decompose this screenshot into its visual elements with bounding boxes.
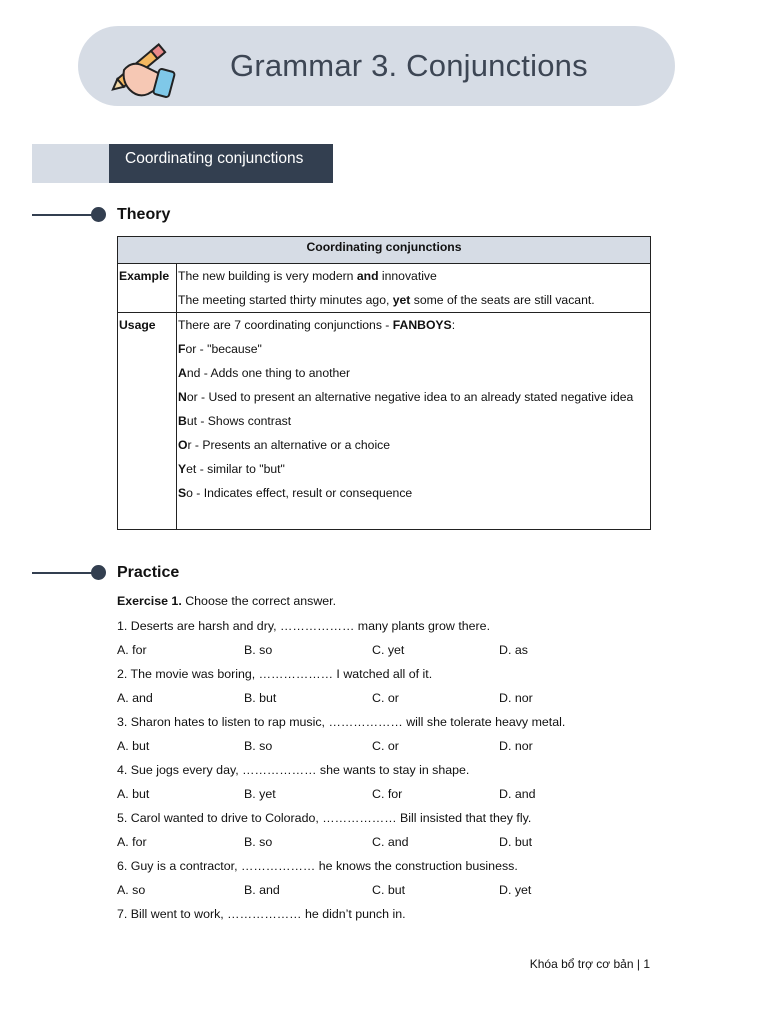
theory-bullet-line <box>32 214 94 216</box>
answer-option-d[interactable]: D. nor <box>499 739 533 753</box>
answer-option-c[interactable]: C. but <box>372 883 406 897</box>
fanboys-item: But - Shows contrast <box>178 414 292 428</box>
fanboys-item: And - Adds one thing to another <box>178 366 351 380</box>
theory-table <box>117 236 651 530</box>
exercise-title: Exercise 1. Choose the correct answer. <box>117 594 337 608</box>
usage-cell <box>177 313 651 530</box>
answer-option-a[interactable]: A. and <box>117 691 153 705</box>
question-text: 3. Sharon hates to listen to rap music, ……………… will she tolerate heavy metal. <box>117 715 566 729</box>
header-banner <box>78 26 675 106</box>
answer-options <box>117 783 677 807</box>
answer-option-a[interactable]: A. for <box>117 643 147 657</box>
answer-options <box>117 879 677 903</box>
question-text: 1. Deserts are harsh and dry, ……………… many plants grow there. <box>117 619 491 633</box>
example-sentence: The meeting started thirty minutes ago, yet some of the seats are still vacant. <box>178 293 595 307</box>
answer-options <box>117 831 677 855</box>
question-text: 6. Guy is a contractor, ……………… he knows the construction business. <box>117 859 518 873</box>
answer-option-b[interactable]: B. and <box>244 883 280 897</box>
question-text: 7. Bill went to work, ……………… he didn’t punch in. <box>117 907 406 921</box>
answer-options <box>117 639 677 663</box>
page-footer: Khóa bổ trợ cơ bản | 1 <box>529 957 650 971</box>
theory-table-header: Coordinating conjunctions <box>118 237 651 264</box>
theory-bullet-dot <box>91 207 106 222</box>
question-text: 5. Carol wanted to drive to Colorado, ……………… Bill insisted that they fly. <box>117 811 532 825</box>
answer-option-d[interactable]: D. and <box>499 787 536 801</box>
question-text: 4. Sue jogs every day, ……………… she wants to stay in shape. <box>117 763 470 777</box>
answer-option-d[interactable]: D. as <box>499 643 528 657</box>
practice-bullet-line <box>32 572 94 574</box>
pencil-hand-icon <box>104 30 180 100</box>
answer-option-c[interactable]: C. or <box>372 691 399 705</box>
fanboys-item: Yet - similar to "but" <box>178 462 285 476</box>
section-tab-accent <box>32 144 109 183</box>
practice-bullet-dot <box>91 565 106 580</box>
answer-option-d[interactable]: D. but <box>499 835 533 849</box>
answer-option-c[interactable]: C. and <box>372 835 409 849</box>
exercise-block <box>117 591 677 927</box>
answer-option-d[interactable]: D. yet <box>499 883 532 897</box>
answer-option-b[interactable]: B. so <box>244 835 273 849</box>
answer-option-d[interactable]: D. nor <box>499 691 533 705</box>
fanboys-item: So - Indicates effect, result or consequence <box>178 486 413 500</box>
answer-option-b[interactable]: B. so <box>244 739 273 753</box>
fanboys-item: Or - Presents an alternative or a choice <box>178 438 391 452</box>
answer-option-b[interactable]: B. so <box>244 643 273 657</box>
answer-option-b[interactable]: B. yet <box>244 787 276 801</box>
answer-options <box>117 687 677 711</box>
answer-option-c[interactable]: C. or <box>372 739 399 753</box>
answer-options <box>117 735 677 759</box>
example-sentence: The new building is very modern and innovative <box>178 269 437 283</box>
answer-option-a[interactable]: A. so <box>117 883 146 897</box>
example-cell <box>177 264 651 313</box>
fanboys-item: Nor - Used to present an alternative negative idea to an already stated negative idea <box>178 390 634 404</box>
theory-heading: Theory <box>117 206 171 223</box>
question-text: 2. The movie was boring, ……………… I watched all of it. <box>117 667 433 681</box>
answer-option-a[interactable]: A. but <box>117 739 150 753</box>
answer-option-b[interactable]: B. but <box>244 691 277 705</box>
usage-intro: There are 7 coordinating conjunctions - FANBOYS: <box>178 318 456 332</box>
section-title: Coordinating conjunctions <box>109 144 333 183</box>
page-title: Grammar 3. Conjunctions <box>230 48 588 83</box>
answer-option-c[interactable]: C. for <box>372 787 403 801</box>
fanboys-item: For - "because" <box>178 342 262 356</box>
answer-option-a[interactable]: A. for <box>117 835 147 849</box>
usage-label: Usage <box>118 313 177 530</box>
answer-option-c[interactable]: C. yet <box>372 643 405 657</box>
answer-option-a[interactable]: A. but <box>117 787 150 801</box>
example-label: Example <box>118 264 177 313</box>
practice-heading: Practice <box>117 564 180 581</box>
